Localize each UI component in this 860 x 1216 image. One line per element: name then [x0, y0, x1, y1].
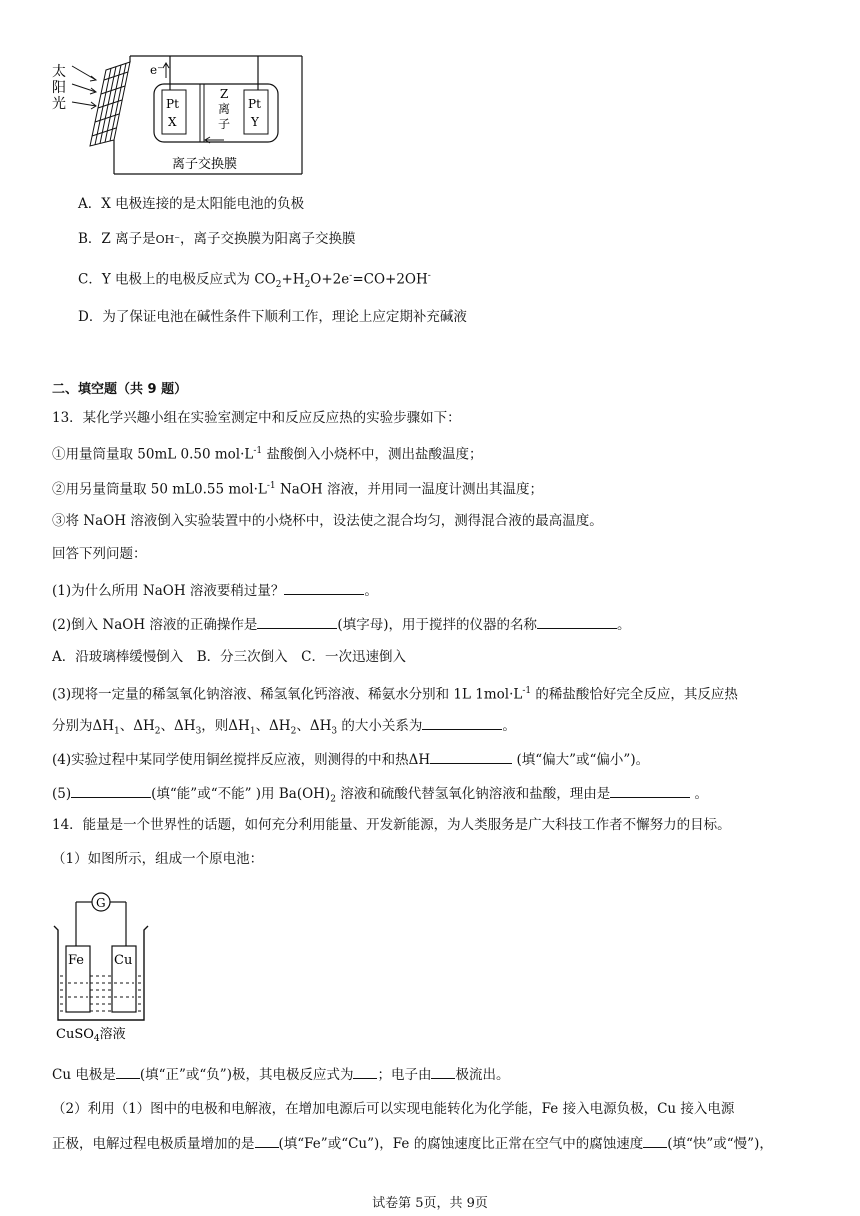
q13-p5-blank-1[interactable]: [71, 783, 151, 798]
ion-label-z: Z: [220, 87, 229, 101]
q13-p3b-s2: 2: [154, 726, 161, 737]
q13-p3b-s1: 1: [114, 726, 120, 737]
q13-p3-post: 的稀盐酸恰好完全反应，其反应热: [531, 686, 738, 703]
solution-label: [56, 1026, 126, 1044]
q13-p2-post: 。: [616, 617, 631, 633]
q12-option-a: [78, 194, 304, 214]
q14-cu-question: [52, 1064, 509, 1085]
left-electrode-x: X: [168, 115, 177, 129]
cu-label: Cu: [114, 953, 133, 968]
q13-p1-pre: (1)为什么所用 NaOH 溶液要稍过量？: [52, 583, 285, 599]
q12-c-post: =CO+2OH: [352, 271, 428, 288]
galvanometer-label: G: [96, 896, 106, 910]
q13-step2-sup: -1: [266, 481, 276, 491]
q13-step1-post: 盐酸倒入小烧杯中，测出盐酸温度；: [262, 446, 483, 463]
q13-p4-blank[interactable]: [430, 749, 512, 764]
sunlight-arrows: [72, 66, 96, 109]
q13-p2-blank-2[interactable]: [537, 614, 617, 629]
q14-cu-mid2: ；电子由: [377, 1067, 432, 1083]
page-footer: 试卷第 5页，共 9页: [372, 1196, 488, 1211]
q14-p2-blank-2[interactable]: [643, 1133, 667, 1148]
q13-p5-pre: (5): [52, 786, 72, 802]
section-title: 二、填空题（共 9 题）: [52, 382, 188, 397]
q14-part1: （1）如图所示，组成一个原电池：: [52, 851, 264, 867]
q13-p2-mid: (填字母)，用于搅拌的仪器的名称: [337, 617, 537, 633]
q13-p3b-s4: 1: [249, 726, 256, 737]
q13-p3b-post: 。: [502, 718, 516, 734]
left-electrode-pt: Pt: [166, 97, 179, 111]
q13-p3b-t1: 分别为ΔH: [52, 718, 115, 734]
q12-c-sup1: -: [349, 271, 353, 281]
q14-cu-pre: Cu 电极是: [52, 1067, 116, 1083]
q13-p3-pre: (3)现将一定量的稀氢氧化钠溶液、稀氢氧化钙溶液、稀氨水分别和 1L 1mol·L: [52, 686, 523, 703]
q13-part2-options: A．沿玻璃棒缓慢倒入 B．分三次倒入 C．一次迅速倒入: [52, 649, 406, 665]
q12-option-b-ion: OH⁻: [155, 233, 181, 246]
q14-cu-blank-3[interactable]: [431, 1064, 455, 1079]
ion-label-li: 离: [218, 102, 231, 116]
q12-option-d: [78, 307, 467, 327]
q12-c-sup2: -: [427, 271, 431, 281]
q13-p3b-s5: 2: [290, 726, 297, 737]
q13-step1: [52, 441, 482, 465]
q13-p3b-s3: 3: [195, 726, 202, 737]
sunlight-label-3: 光: [52, 96, 66, 112]
right-electrode-pt: Pt: [248, 97, 261, 111]
q12-c-sub2: 2: [304, 280, 311, 291]
q14-p2-blank-1[interactable]: [255, 1133, 279, 1148]
q13-p5-post: 。: [690, 786, 709, 802]
q14-part2-line2: [52, 1133, 773, 1154]
q12-option-b: [78, 229, 356, 250]
q13-p2-pre: (2)倒入 NaOH 溶液的正确操作是: [52, 617, 258, 633]
electron-arrow: [163, 63, 169, 78]
q13-p3b-t2: 、ΔH: [119, 718, 155, 734]
q13-answer-intro: 回答下列问题：: [52, 546, 147, 562]
q13-p5-mid1: (填“能”或“不能” )用 Ba(OH): [151, 786, 331, 802]
solution-label-pre: CuSO: [56, 1027, 94, 1042]
q14-cu-mid1: (填“正”或“负”)极，其电极反应式为: [139, 1067, 354, 1083]
q13-p3b-t7: 的大小关系为: [337, 718, 423, 734]
q13-part5: [52, 783, 708, 810]
q12-option-b-post: ，离子交换膜为阳离子交换膜: [180, 231, 356, 247]
q13-p1-post: 。: [364, 583, 378, 599]
q13-part3b: [52, 715, 516, 742]
q13-step3: ③将 NaOH 溶液倒入实验装置中的小烧杯中，设法使之混合均匀，测得混合液的最高温度。: [52, 513, 603, 529]
q13-stem: 13．某化学兴趣小组在实验室测定中和反应反应热的实验步骤如下：: [52, 410, 461, 426]
electrolysis-diagram: [48, 50, 318, 180]
q14-p2l2-mid1: (填“Fe”或“Cu”)，Fe 的腐蚀速度比正常在空气中的腐蚀速度: [278, 1136, 644, 1152]
q12-option-b-pre: B．Z 离子是: [78, 231, 156, 247]
q13-p3-sup: -1: [522, 686, 532, 696]
q13-p3b-t5: 、ΔH: [255, 718, 291, 734]
galvanic-cell-diagram: [50, 880, 160, 1050]
q12-option-a-text: A．X 电极连接的是太阳能电池的负极: [78, 196, 305, 212]
solution-label-post: 溶液: [99, 1027, 126, 1042]
q14-part2-line1: （2）利用（1）图中的电极和电解液，在增加电源后可以实现电能转化为化学能，Fe 接入电源负极，Cu 接入电源: [52, 1101, 735, 1117]
electron-label: e⁻: [150, 63, 164, 77]
q13-p5-sub: 2: [330, 794, 336, 805]
q13-step2-pre: ②用另量筒量取 50 mL0.55 mol·L: [52, 481, 267, 498]
q12-c-pre: C．Y 电极上的电极反应式为 CO: [78, 271, 276, 288]
q13-p4-post: (填“偏大”或“偏小”)。: [512, 752, 650, 768]
q12-option-d-text: D．为了保证电池在碱性条件下顺利工作，理论上应定期补充碱液: [78, 309, 467, 325]
q13-p3b-s6: 3: [331, 726, 338, 737]
q14-cu-blank-1[interactable]: [116, 1064, 140, 1079]
q13-part1: [52, 580, 378, 601]
solar-panel: [90, 62, 130, 146]
q13-p4-pre: (4)实验过程中某同学使用铜丝搅拌反应液，则测得的中和热ΔH: [52, 752, 431, 768]
ion-label-zi: 子: [218, 117, 231, 131]
q13-part3: [52, 681, 738, 705]
q14-p2l2-post: (填“快”或“慢”)，: [667, 1136, 773, 1152]
sunlight-label-1: 太: [52, 64, 66, 80]
q13-p1-blank[interactable]: [284, 580, 364, 595]
q13-p5-mid2: 溶液和硫酸代替氢氧化钠溶液和盐酸，理由是: [335, 786, 611, 802]
q13-part4: [52, 749, 649, 770]
q13-p5-blank-2[interactable]: [610, 783, 690, 798]
q13-p2-blank-1[interactable]: [257, 614, 337, 629]
q12-c-mid2: O+2e: [310, 271, 350, 288]
q13-part2: [52, 614, 630, 635]
q14-stem: 14．能量是一个世界性的话题，如何充分利用能量、开发新能源，为人类服务是广大科技工作者不懈努力的目标。: [52, 817, 731, 833]
q13-p3b-t4: ，则ΔH: [201, 718, 250, 734]
right-electrode-y: Y: [251, 115, 259, 129]
q13-p3b-t3: 、ΔH: [160, 718, 196, 734]
q13-step2-post: NaOH 溶液，并用同一温度计测出其温度；: [275, 481, 543, 498]
q14-p2l2-pre: 正极，电解过程电极质量增加的是: [52, 1136, 255, 1152]
q13-p3-blank[interactable]: [422, 715, 502, 730]
q13-step2: [52, 476, 543, 500]
q12-c-sub1: 2: [275, 280, 282, 291]
fe-label: Fe: [68, 953, 85, 968]
sunlight-label-2: 阳: [52, 80, 66, 96]
q14-cu-post: 极流出。: [455, 1067, 510, 1083]
solution-label-sub: 4: [93, 1034, 100, 1044]
cell-container: [154, 84, 278, 142]
q12-option-c: [78, 266, 431, 295]
q12-c-mid1: +H: [281, 271, 305, 288]
membrane-label: 离子交换膜: [172, 157, 238, 172]
q14-cu-blank-2[interactable]: [353, 1064, 377, 1079]
q13-p3b-t6: 、ΔH: [296, 718, 332, 734]
q13-step1-pre: ①用量筒量取 50mL 0.50 mol·L: [52, 446, 254, 463]
q13-step1-sup: -1: [253, 446, 263, 456]
